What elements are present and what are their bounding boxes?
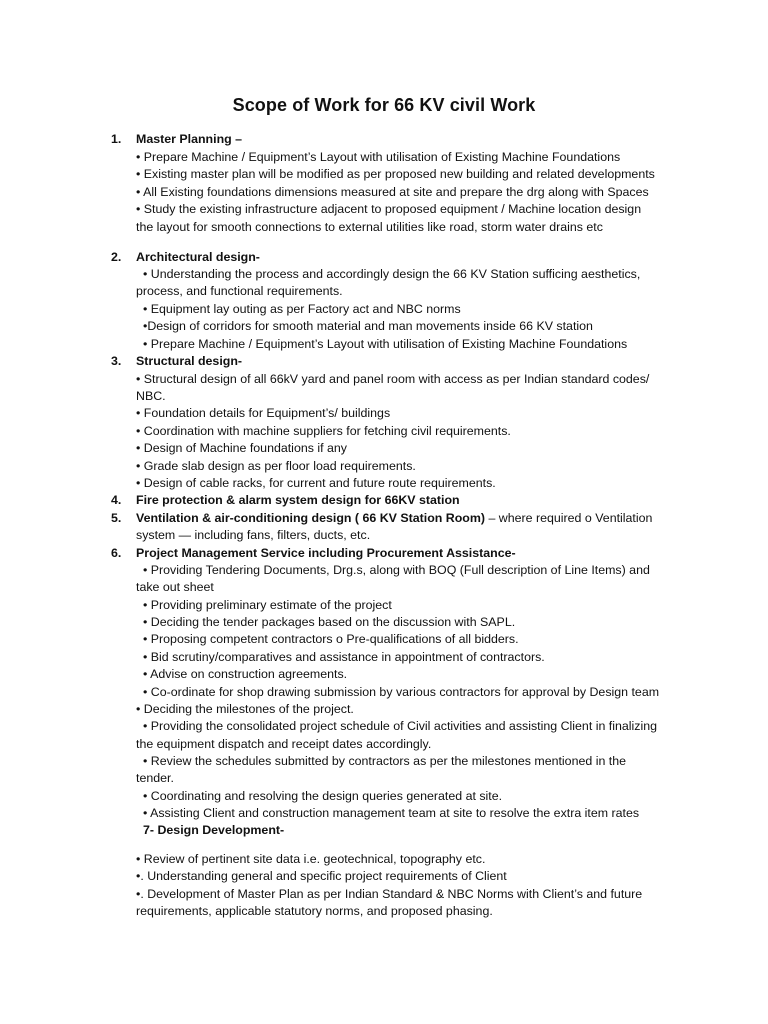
list-item: • Understanding the process and accordingly design the 66 KV Station sufficing aesthetics, — [143, 267, 641, 281]
list-item: • Bid scrutiny/comparatives and assistance in appointment of contractors. — [143, 650, 545, 664]
list-item: • Design of Machine foundations if any — [136, 441, 347, 455]
list-item: • Co-ordinate for shop drawing submission by various contractors for approval by Design team — [143, 685, 660, 699]
section-5-number: 5. — [111, 511, 122, 525]
list-item: •Design of corridors for smooth material and man movements inside 66 KV station — [143, 319, 593, 333]
list-item: • All Existing foundations dimensions measured at site and prepare the drg along with Spaces — [136, 185, 649, 199]
section-6-number: 6. — [111, 546, 122, 560]
list-item: • Proposing competent contractors o Pre-qualifications of all bidders. — [143, 632, 519, 646]
section-5-heading-line — [136, 510, 652, 526]
section-3-number: 3. — [111, 354, 122, 368]
list-item: • Deciding the tender packages based on the discussion with SAPL. — [143, 615, 516, 629]
section-5-heading-rest: – where required o Ventilation — [485, 511, 653, 525]
list-item: • Providing Tendering Documents, Drg.s, along with BOQ (Full description of Line Items) and — [143, 563, 650, 577]
list-item: •. Development of Master Plan as per Indian Standard & NBC Norms with Client’s and future — [136, 887, 643, 901]
list-item: • Grade slab design as per floor load requirements. — [136, 459, 416, 473]
list-item: • Review of pertinent site data i.e. geotechnical, topography etc. — [136, 852, 486, 866]
section-2-heading: Architectural design- — [136, 250, 260, 264]
list-item: • Study the existing infrastructure adjacent to proposed equipment / Machine location design — [136, 202, 642, 216]
section-4-heading: Fire protection & alarm system design for 66KV station — [136, 493, 460, 507]
list-item: • Structural design of all 66kV yard and panel room with access as per Indian standard codes/ — [136, 372, 650, 386]
list-item: • Assisting Client and construction management team at site to resolve the extra item rates — [143, 806, 640, 820]
list-item: • Prepare Machine / Equipment’s Layout with utilisation of Existing Machine Foundations — [136, 150, 621, 164]
list-item: • Providing the consolidated project schedule of Civil activities and assisting Client in finalizing — [143, 719, 657, 733]
list-item: • Coordination with machine suppliers for fetching civil requirements. — [136, 424, 511, 438]
list-item: • Review the schedules submitted by contractors as per the milestones mentioned in the — [143, 754, 627, 768]
list-item: • Deciding the milestones of the project. — [136, 702, 354, 716]
list-item: • Coordinating and resolving the design queries generated at site. — [143, 789, 503, 803]
section-7-heading: 7- Design Development- — [143, 823, 285, 837]
list-item: • Advise on construction agreements. — [143, 667, 348, 681]
list-item: the equipment dispatch and receipt dates accordingly. — [136, 737, 432, 751]
list-item: process, and functional requirements. — [136, 284, 343, 298]
section-1-heading: Master Planning – — [136, 132, 243, 146]
list-item: the layout for smooth connections to external utilities like road, storm water drains etc — [136, 220, 603, 234]
section-4-number: 4. — [111, 493, 122, 507]
list-item: • Foundation details for Equipment’s/ buildings — [136, 406, 391, 420]
list-item: system — including fans, filters, ducts, etc. — [136, 528, 371, 542]
document-title: Scope of Work for 66 KV civil Work — [232, 95, 536, 115]
section-6-heading: Project Management Service including Procurement Assistance- — [136, 546, 516, 560]
list-item: requirements, applicable statutory norms, and proposed phasing. — [136, 904, 493, 918]
list-item: •. Understanding general and specific project requirements of Client — [136, 869, 507, 883]
list-item: tender. — [136, 771, 174, 785]
list-item: • Existing master plan will be modified as per proposed new building and related developments — [136, 167, 655, 181]
list-item: • Design of cable racks, for current and future route requirements. — [136, 476, 496, 490]
section-1-number: 1. — [111, 132, 122, 146]
section-5-heading: Ventilation & air-conditioning design ( 66 KV Station Room) — [136, 511, 486, 525]
list-item: NBC. — [136, 389, 166, 403]
list-item: • Prepare Machine / Equipment’s Layout with utilisation of Existing Machine Foundations — [143, 337, 628, 351]
list-item: • Equipment lay outing as per Factory act and NBC norms — [143, 302, 461, 316]
section-3-heading: Structural design- — [136, 354, 243, 368]
list-item: • Providing preliminary estimate of the project — [143, 598, 392, 612]
list-item: take out sheet — [136, 580, 214, 594]
section-2-number: 2. — [111, 250, 122, 264]
